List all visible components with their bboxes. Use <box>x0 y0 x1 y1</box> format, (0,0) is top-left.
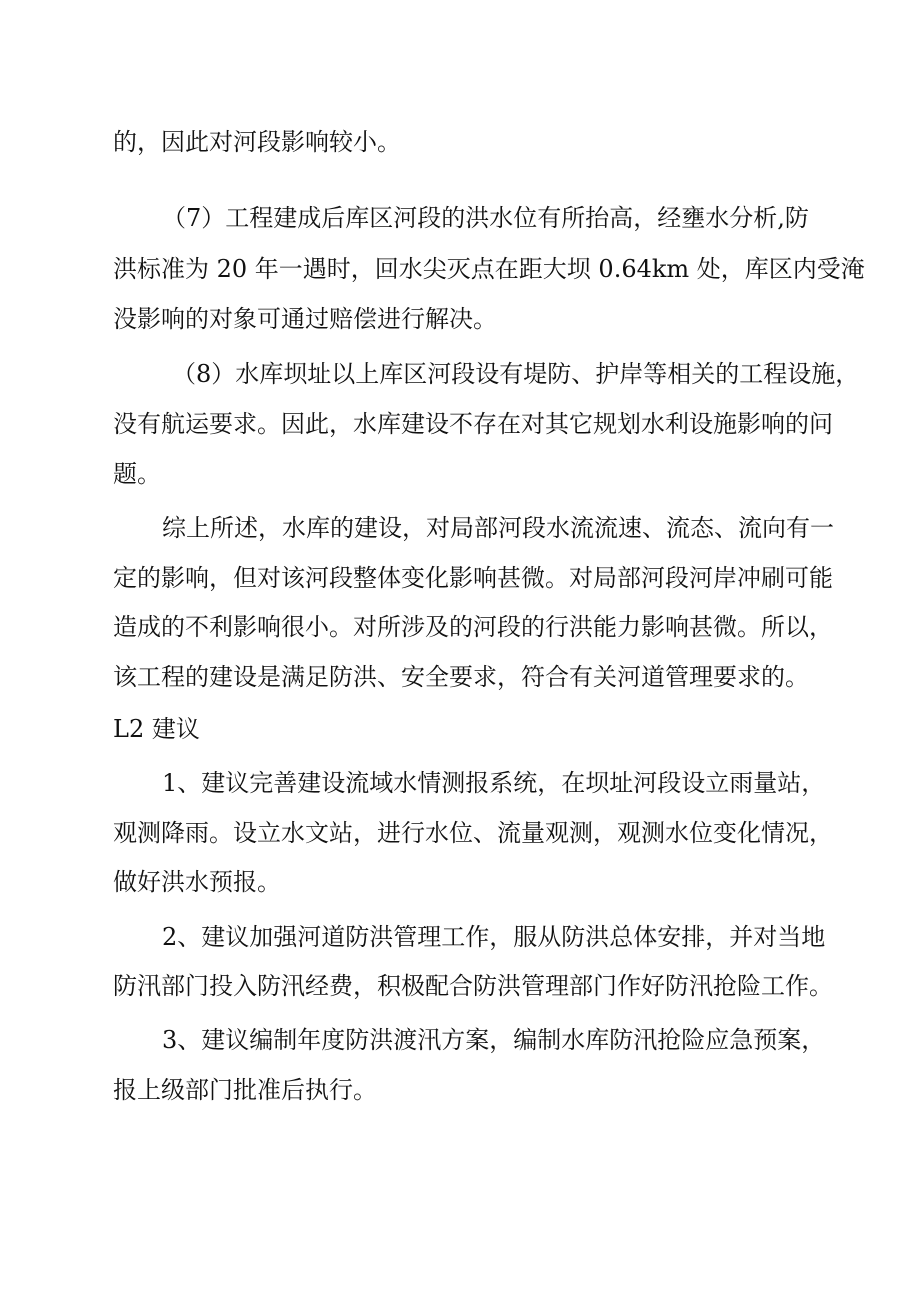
paragraph-line: 3、建议编制年度防洪渡汛方案，编制水库防汛抢险应急预案， <box>162 1026 826 1054</box>
paragraph-line: 没影响的对象可通过赔偿进行解决。 <box>113 305 497 333</box>
paragraph-line: 1、建议完善建设流域水情测报系统，在坝址河段设立雨量站， <box>162 769 826 797</box>
paragraph-line: （7）工程建成后库区河段的洪水位有所抬高，经壅水分析,防 <box>162 204 809 232</box>
section-heading: L2 建议 <box>113 715 200 743</box>
paragraph-line: 没有航运要求。因此，水库建设不存在对其它规划水利设施影响的问 <box>113 410 833 438</box>
paragraph-line: 的，因此对河段影响较小。 <box>113 128 401 156</box>
paragraph-line: 报上级部门批准后执行。 <box>113 1076 377 1104</box>
paragraph-line: 做好洪水预报。 <box>113 868 281 896</box>
paragraph-line: （8）水库坝址以上库区河段设有堤防、护岸等相关的工程设施， <box>172 360 860 388</box>
paragraph-line: 该工程的建设是满足防洪、安全要求，符合有关河道管理要求的。 <box>113 663 809 691</box>
paragraph-line: 2、建议加强河道防洪管理工作，服从防洪总体安排，并对当地 <box>162 923 826 951</box>
paragraph-line: 防汛部门投入防汛经费，积极配合防洪管理部门作好防汛抢险工作。 <box>113 972 833 1000</box>
paragraph-line: 定的影响，但对该河段整体变化影响甚微。对局部河段河岸冲刷可能 <box>113 564 833 592</box>
paragraph-line: 综上所述，水库的建设，对局部河段水流流速、流态、流向有一 <box>162 514 834 542</box>
paragraph-line: 洪标准为 20 年一遇时，回水尖灭点在距大坝 0.64km 处，库区内受淹 <box>113 255 865 283</box>
paragraph-line: 造成的不利影响很小。对所涉及的河段的行洪能力影响甚微。所以， <box>113 613 833 641</box>
paragraph-line: 观测降雨。设立水文站，进行水位、流量观测，观测水位变化情况， <box>113 819 833 847</box>
paragraph-line: 题。 <box>113 460 161 488</box>
